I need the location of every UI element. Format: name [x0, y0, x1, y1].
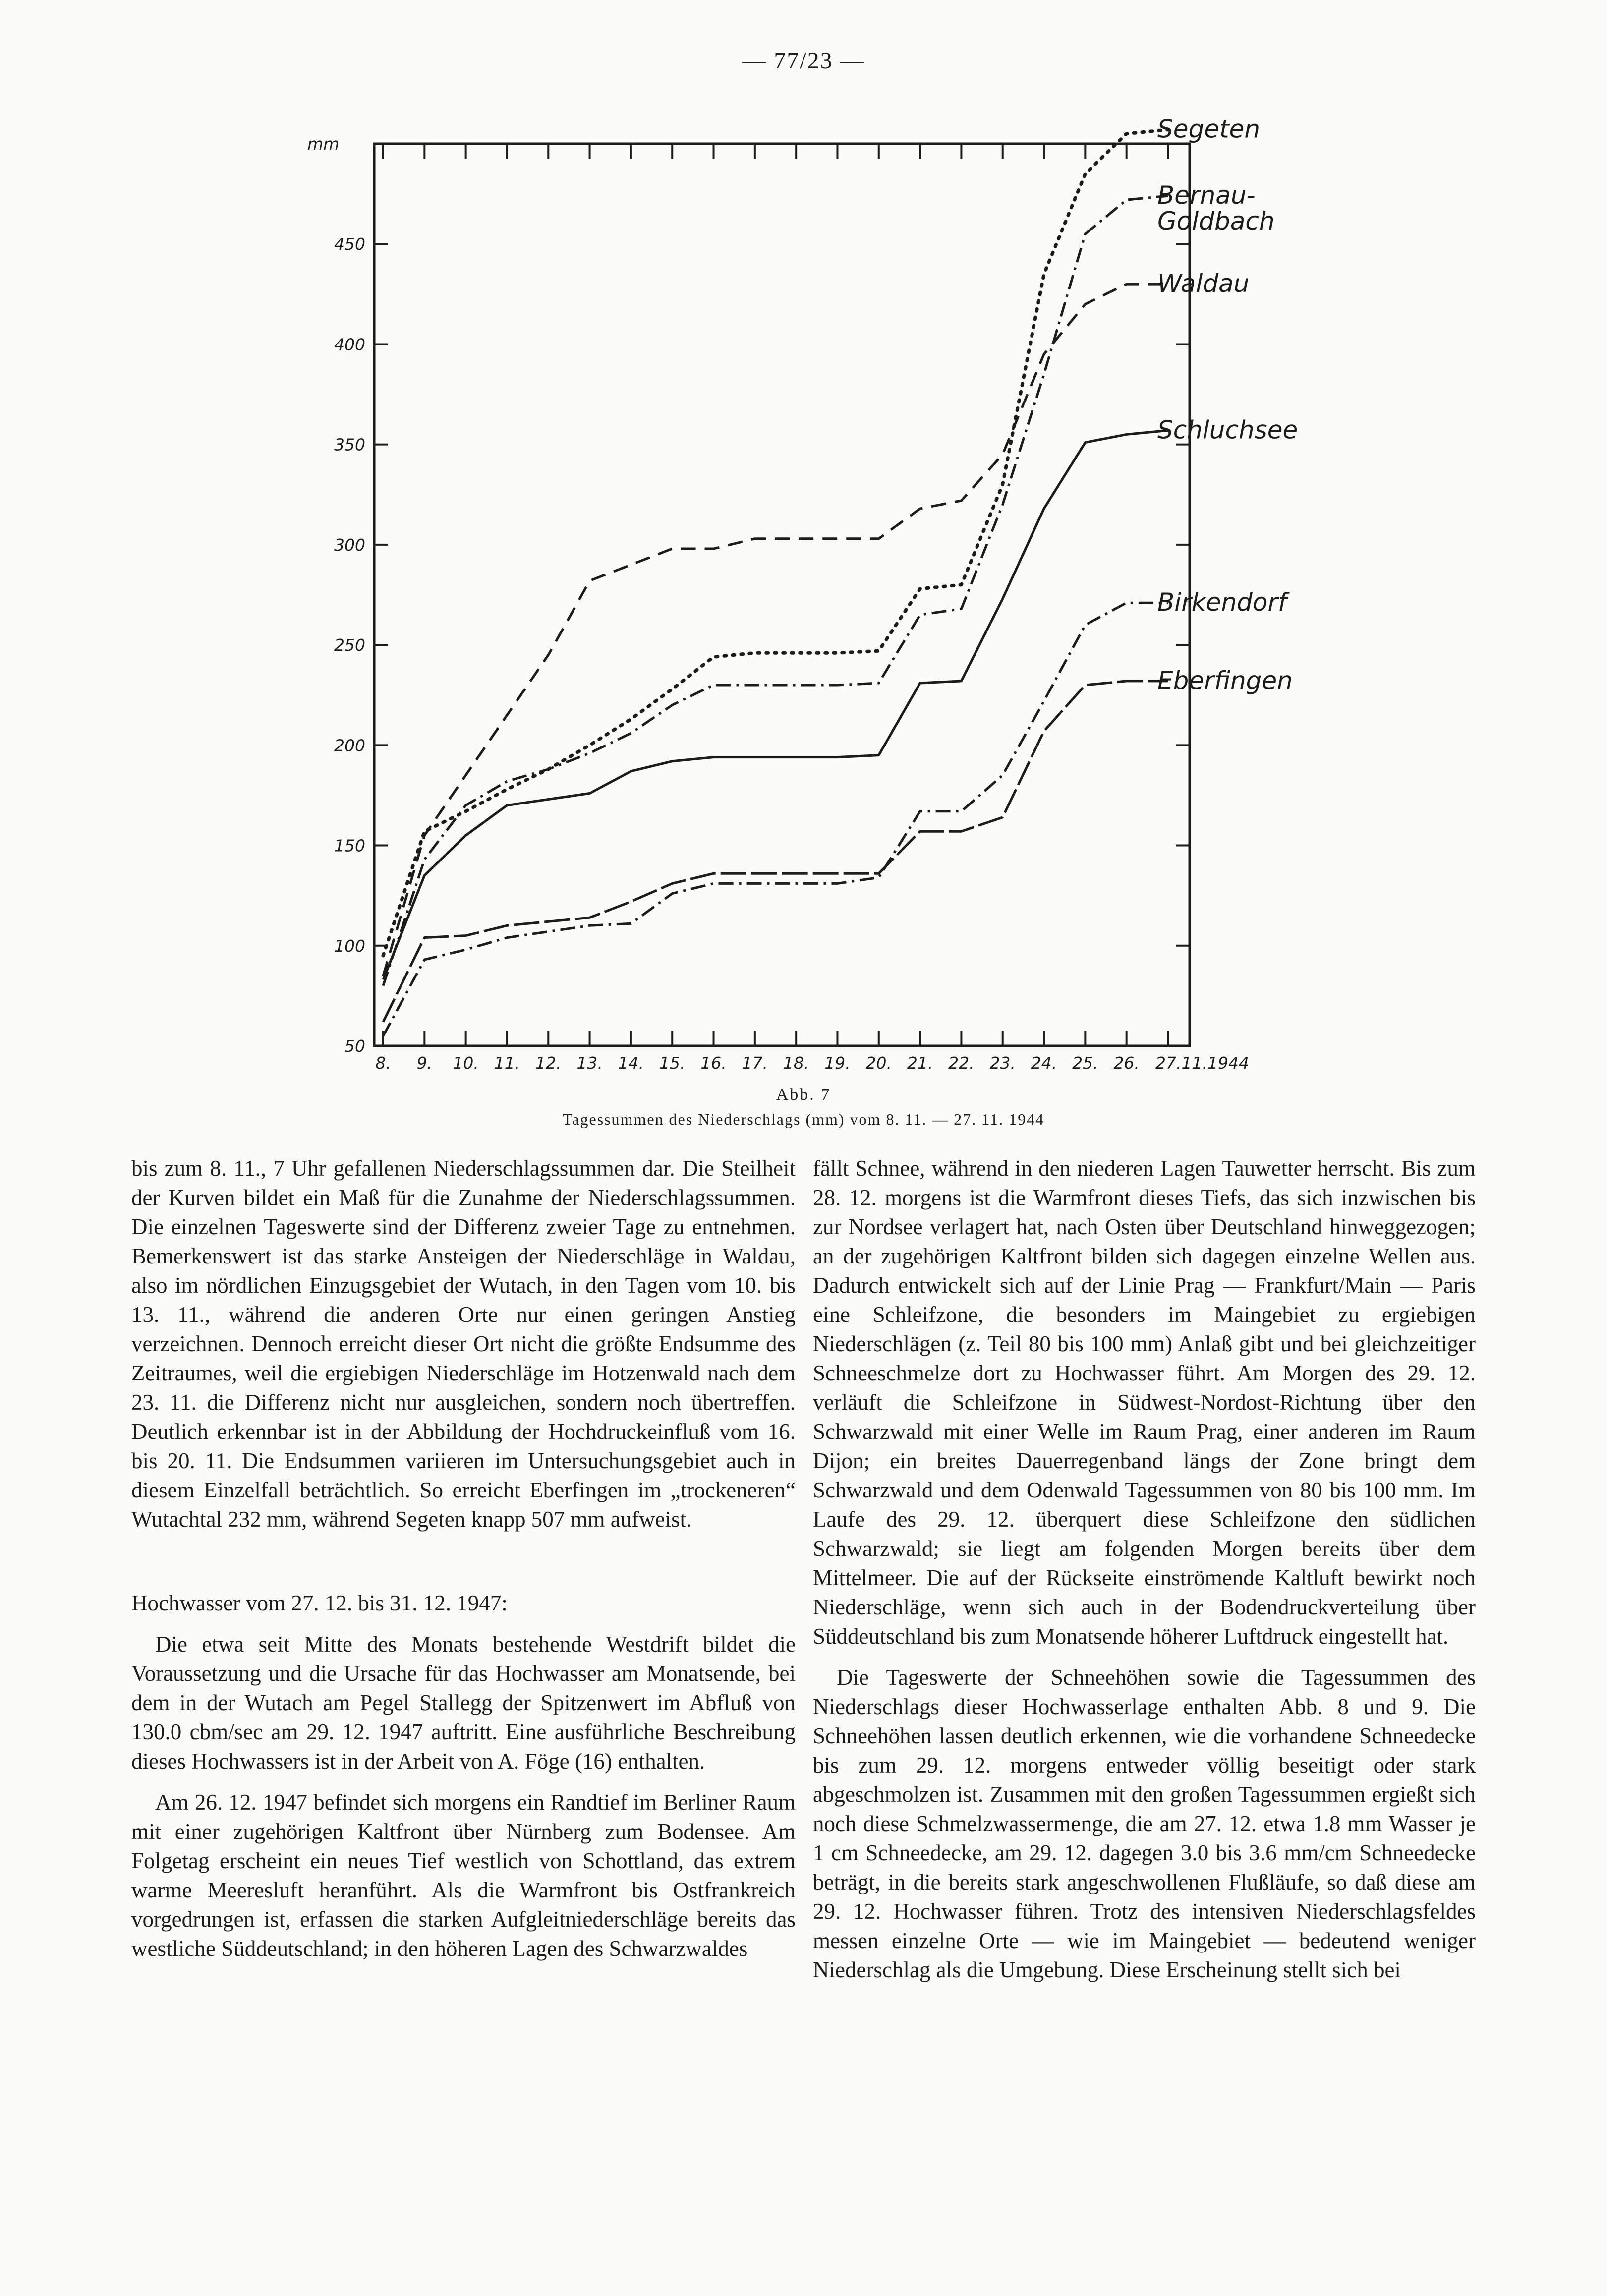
x-tick-label: 21. [907, 1053, 933, 1073]
x-tick-label: 23. [989, 1053, 1016, 1073]
x-tick-label: 10. [453, 1053, 479, 1073]
x-tick-label: 11. [494, 1053, 520, 1073]
series-label-text: Goldbach [1157, 207, 1275, 236]
precipitation-chart [0, 0, 1607, 1086]
y-tick-label: 350 [334, 435, 365, 455]
paragraph: Die Tageswerte der Schneehöhen sowie die Tagessummen des Niederschlags dieser Hochwasserlage enthalten Abb. 8 und 9. Die Schneehöhen lassen deutlich erkennen, wie die vorhandene Schneedecke bis zum 29. 12. morgens entweder völlig beseitigt oder stark abgeschmolzen ist. Zusammen mit den großen Tagessummen ergießt sich noch diese Schmelzwassermenge, die am 27. 12. etwa 1.8 mm Wasser je 1 cm Schneedecke, am 29. 12. dagegen 3.0 bis 3.6 mm/cm Schneedecke beträgt, in die bereits stark angeschwollenen Flußläufe, so daß diese am 29. 12. Hochwasser führen. Trotz des intensiven Niederschlagsfeldes messen einzelne Orte — wie im Maingebiet — bedeutend weniger Niederschlag als die Umgebung. Diese Erscheinung stellt sich bei [813, 1665, 1476, 1982]
x-tick-label: 26. [1113, 1053, 1140, 1073]
figure-number: Abb. 7 [776, 1086, 831, 1104]
chart-series [383, 130, 1168, 1036]
x-tick-label: 19. [824, 1053, 851, 1073]
x-tick-label: 24. [1031, 1053, 1057, 1073]
series-line-0 [383, 130, 1168, 956]
y-tick-label: 100 [334, 936, 365, 956]
series-line-3 [383, 430, 1168, 979]
x-tick-label: 16. [700, 1053, 727, 1073]
plot-border [374, 144, 1190, 1046]
text-column-right [813, 1154, 1476, 1985]
series-line-2 [383, 284, 1168, 976]
x-tick-label: 9. [416, 1053, 433, 1073]
x-tick-label: 25. [1072, 1053, 1098, 1073]
series-label-text: Bernau- [1157, 181, 1256, 210]
series-label-0 [1157, 115, 1260, 144]
x-tick-label: 18. [783, 1053, 809, 1073]
y-axis-unit: mm [307, 134, 340, 154]
x-tick-label: 8. [375, 1053, 391, 1073]
x-tick-label: 15. [659, 1053, 686, 1073]
paragraph: fällt Schnee, während in den niederen Lagen Tauwetter herrscht. Bis zum 28. 12. morgens ist die Warmfront dieses Tiefs, das sich inzwischen bis zur Nordsee verlagert hat, nach Osten über Deutschland hinweggezogen; an der zugehörigen Kaltfront bilden sich dagegen einzelne Wellen aus. Dadurch entwickelt sich auf der Linie Prag — Frankfurt/Main — Paris eine Schleifzone, die besonders im Maingebiet zu ergiebigen Niederschlägen (z. Teil 80 bis 100 mm) Anlaß gibt und bei gleichzeitiger Schneeschmelze dort zu Hochwasser führt. Am Morgen des 29. 12. verläuft die Schleifzone in Südwest-Nordost-Richtung über den Schwarzwald mit einer Welle im Raum Prag, einer anderen im Raum Dijon; ein breites Dauerregenband längs der Zone bringt dem Schwarzwald und dem Odenwald Tagessummen von 80 bis 100 mm. Im Laufe des 29. 12. überquert diese Schleifzone den südlichen Schwarzwald; sie liegt am folgenden Morgen bereits über dem Mittelmeer. Die auf der Rückseite einströmende Kaltluft bewirkt noch Niederschläge, wenn sich auch in der Bodendruckverteilung über Süddeutschland bis zum Monatsende höherer Luftdruck eingestellt hat. [813, 1156, 1476, 1649]
series-label-text: Birkendorf [1157, 588, 1287, 617]
figure-caption: Tagessummen des Niederschlags (mm) vom 8. 11. — 27. 11. 1944 [562, 1110, 1045, 1128]
series-line-5 [383, 681, 1168, 1022]
paragraph: Am 26. 12. 1947 befindet sich morgens ein Randtief im Berliner Raum mit einer zugehörigen Kaltfront über Nürnberg zum Bodensee. Am Folgetag erscheint ein neues Tief westlich von Schottland, das extrem warme Meeresluft heranführt. Als die Warmfront bis Ostfrankreich vorgedrungen ist, erfassen die starken Aufgleitniederschläge bereits das westliche Süddeutschland; in den höheren Lagen des Schwarzwaldes [131, 1790, 796, 1961]
series-line-4 [383, 603, 1168, 1036]
y-tick-label: 400 [334, 335, 365, 354]
x-tick-label: 12. [535, 1053, 562, 1073]
series-label-5 [1157, 666, 1293, 695]
y-tick-label: 50 [344, 1036, 365, 1056]
y-tick-label: 450 [334, 234, 365, 254]
series-label-text: Eberfingen [1157, 666, 1293, 695]
x-tick-label: 22. [948, 1053, 975, 1073]
series-label-text: Segeten [1157, 115, 1261, 144]
x-tick-label: 20. [865, 1053, 892, 1073]
series-label-3 [1157, 415, 1298, 444]
chart-series-labels [1157, 115, 1298, 695]
x-tick-label: 14. [618, 1053, 644, 1073]
x-tick-label: 13. [576, 1053, 603, 1073]
series-label-4 [1157, 588, 1290, 617]
chart-ticks [307, 134, 1249, 1073]
chart-frame [374, 144, 1190, 1046]
paragraph: bis zum 8. 11., 7 Uhr gefallenen Niederschlagssummen dar. Die Steilheit der Kurven bildet ein Maß für die Zunahme der Niederschlagssummen. Die einzelnen Tageswerte sind der Differenz zweier Tage zu entnehmen. Bemerkenswert ist das starke Ansteigen der Niederschläge in Waldau, also im nördlichen Einzugsgebiet der Wutach, in den Tagen vom 10. bis 13. 11., während die anderen Orte nur einen geringen Anstieg verzeichnen. Dennoch erreicht dieser Ort nicht die größte Endsumme des Zeitraumes, weil die ergiebigen Niederschläge im Hotzenwald nach dem 23. 11. die Differenz nicht nur ausgleichen, sondern noch übertreffen. Deutlich erkennbar ist in der Abbildung der Hochdruckeinfluß vom 16. bis 20. 11. Die Endsummen variieren im Untersuchungsgebiet auch in diesem Einzelfall beträchtlich. So erreicht Eberfingen im „trockeneren“ Wutachtal 232 mm, während Segeten knapp 507 mm aufweist. [131, 1156, 796, 1532]
y-tick-label: 250 [334, 635, 365, 655]
page-number: — 77/23 — [742, 48, 865, 74]
y-tick-label: 150 [334, 836, 365, 856]
x-tick-label: 27.11.1944 [1155, 1053, 1249, 1073]
series-label-2 [1157, 269, 1249, 298]
text-column-left [131, 1154, 796, 1963]
series-label-text: Schluchsee [1157, 415, 1298, 445]
x-tick-label: 17. [742, 1053, 768, 1073]
paragraph: Die etwa seit Mitte des Monats bestehende Westdrift bildet die Voraussetzung und die Ursache für das Hochwasser am Monatsende, bei dem in der Wutach am Pegel Stallegg der Spitzenwert im Abfluß von 130.0 cbm/sec am 29. 12. 1947 auftritt. Eine ausführliche Beschreibung dieses Hochwassers ist in der Arbeit von A. Föge (16) enthalten. [131, 1632, 796, 1774]
series-label-1 [1157, 181, 1275, 235]
y-tick-label: 300 [334, 535, 365, 555]
section-heading: Hochwasser vom 27. 12. bis 31. 12. 1947: [131, 1591, 508, 1615]
series-label-text: Waldau [1157, 269, 1250, 298]
y-tick-label: 200 [334, 736, 365, 755]
series-line-1 [383, 196, 1168, 986]
